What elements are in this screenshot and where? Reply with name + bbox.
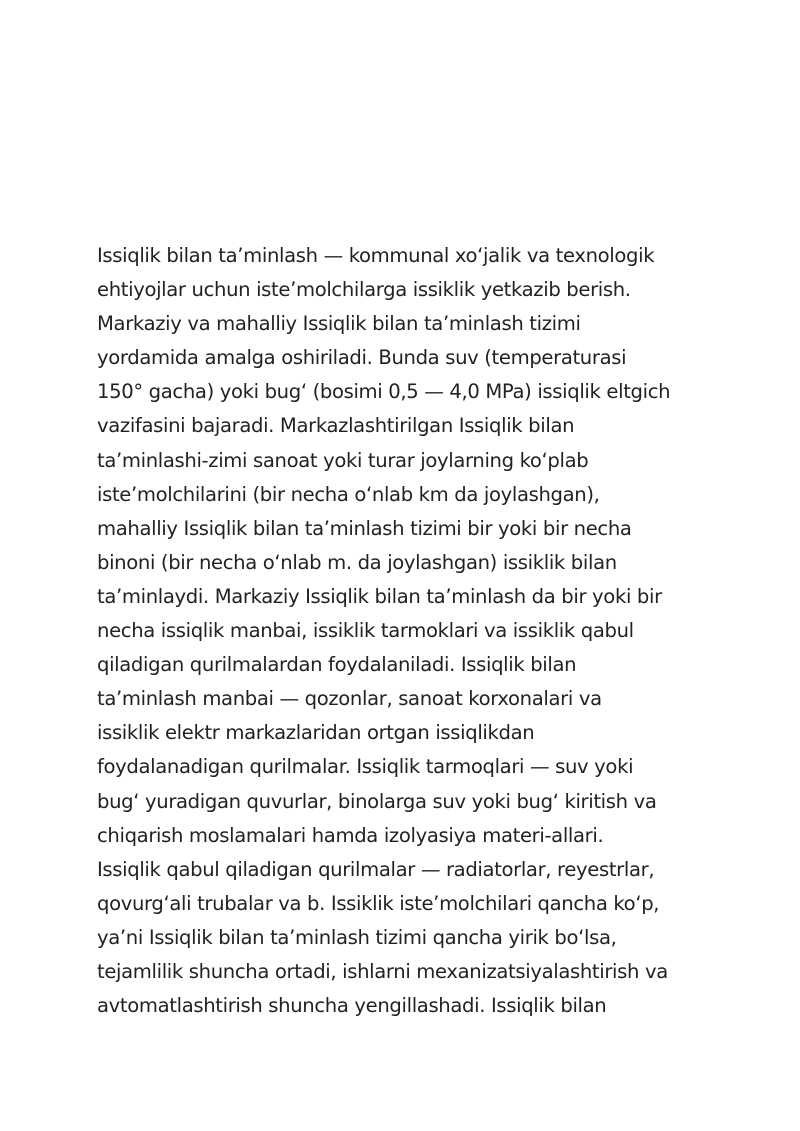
text-line: qiladigan qurilmalardan foydalaniladi. Issiqlik bilan	[97, 653, 577, 677]
text-line: qovurg‘ali trubalar va b. Issiklik iste’molchilari qancha ko‘p,	[97, 891, 660, 915]
text-line: ta’minlash manbai — qozonlar, sanoat korxonalari va	[97, 687, 602, 711]
text-line: foydalanadigan qurilmalar. Issiqlik tarmoqlari — suv yoki	[97, 755, 634, 779]
text-line: chiqarish moslamalari hamda izolyasiya materi-allari.	[97, 823, 604, 847]
text-line: Issiqlik qabul qiladigan qurilmalar — radiatorlar, reyestrlar,	[97, 857, 655, 881]
text-line: ta’minlaydi. Markaziy Issiqlik bilan ta’minlash da bir yoki bir	[97, 584, 662, 608]
text-line: ta’minlashi-zimi sanoat yoki turar joylarning ko‘plab	[97, 448, 589, 472]
text-line: iste’molchilarini (bir necha o‘nlab km da joylashgan),	[97, 482, 600, 506]
text-line: yordamida amalga oshiriladi. Bunda suv (temperaturasi	[97, 346, 627, 370]
text-line: ya’ni Issiqlik bilan ta’minlash tizimi qancha yirik bo‘lsa,	[97, 925, 617, 949]
text-line: avtomatlashtirish shuncha yengillashadi. Issiqlik bilan	[97, 994, 607, 1018]
text-line: 150° gacha) yoki bug‘ (bosimi 0,5 — 4,0 MPa) issiqlik eltgich	[97, 380, 671, 404]
body-paragraph	[97, 239, 717, 1023]
text-line: binoni (bir necha o‘nlab m. da joylashgan) issiklik bilan	[97, 550, 617, 574]
text-line: mahalliy Issiqlik bilan ta’minlash tizimi bir yoki bir necha	[97, 516, 632, 540]
text-line: tejamlilik shuncha ortadi, ishlarni mexanizatsiyalashtirish va	[97, 959, 668, 983]
text-line: Issiqlik bilan ta’minlash — kommunal xo‘jalik va texnologik	[97, 244, 655, 267]
text-line: ehtiyojlar uchun iste’molchilarga issiklik yetkazib berish.	[97, 278, 631, 302]
text-line: issiklik elektr markazlaridan ortgan issiqlikdan	[97, 721, 535, 745]
text-line: bug‘ yuradigan quvurlar, binolarga suv yoki bug‘ kiritish va	[97, 789, 657, 813]
text-line: necha issiqlik manbai, issiklik tarmoklari va issiklik qabul	[97, 619, 634, 643]
text-line: vazifasini bajaradi. Markazlashtirilgan Issiqlik bilan	[97, 414, 575, 438]
text-line: Markaziy va mahalliy Issiqlik bilan ta’minlash tizimi	[97, 312, 581, 336]
